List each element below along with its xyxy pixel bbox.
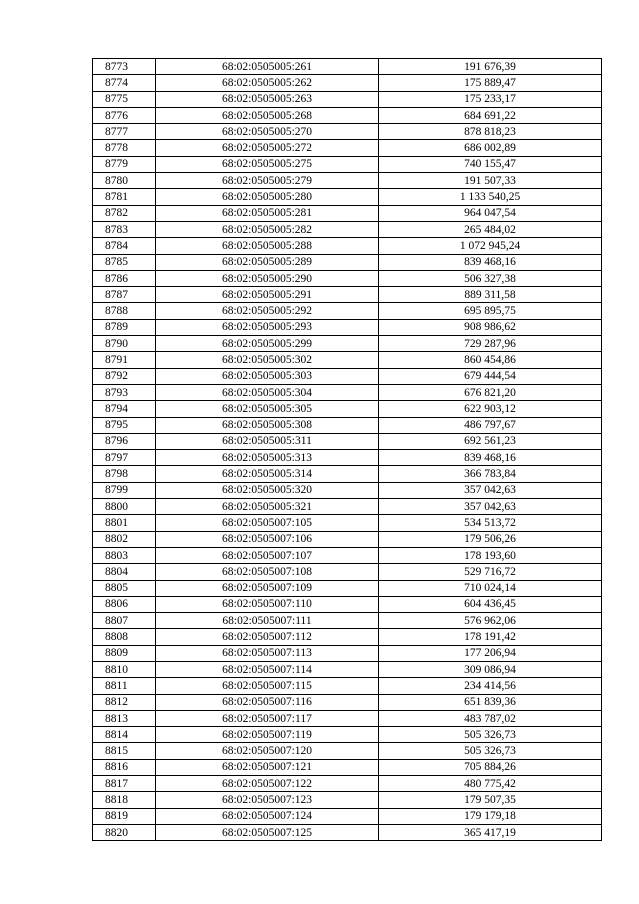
- cadastral-number-cell: 68:02:0505007:120: [156, 743, 379, 759]
- cadastral-number-cell: 68:02:0505007:117: [156, 710, 379, 726]
- cadastral-number-cell: 68:02:0505007:119: [156, 727, 379, 743]
- cadastral-value-cell: 365 417,19: [379, 824, 602, 840]
- row-number-cell: 8792: [93, 368, 156, 384]
- cadastral-value-cell: 177 206,94: [379, 645, 602, 661]
- cadastral-value-cell: 505 326,73: [379, 743, 602, 759]
- row-number-cell: 8800: [93, 499, 156, 515]
- cadastral-value-cell: 729 287,96: [379, 336, 602, 352]
- table-row: [93, 450, 602, 466]
- cadastral-number-cell: 68:02:0505007:112: [156, 629, 379, 645]
- cadastral-number-cell: 68:02:0505007:109: [156, 580, 379, 596]
- row-number-cell: 8806: [93, 596, 156, 612]
- cadastral-value-cell: 529 716,72: [379, 564, 602, 580]
- table-row: [93, 499, 602, 515]
- cadastral-value-cell: 860 454,86: [379, 352, 602, 368]
- cadastral-number-cell: 68:02:0505005:291: [156, 287, 379, 303]
- cadastral-number-cell: 68:02:0505007:124: [156, 808, 379, 824]
- cadastral-value-cell: 265 484,02: [379, 221, 602, 237]
- table-row: [93, 221, 602, 237]
- cadastral-value-cell: 1 133 540,25: [379, 189, 602, 205]
- cadastral-value-cell: 576 962,06: [379, 613, 602, 629]
- row-number-cell: 8797: [93, 450, 156, 466]
- row-number-cell: 8803: [93, 547, 156, 563]
- cadastral-number-cell: 68:02:0505005:279: [156, 173, 379, 189]
- row-number-cell: 8787: [93, 287, 156, 303]
- cadastral-value-cell: 676 821,20: [379, 384, 602, 400]
- cadastral-number-cell: 68:02:0505005:292: [156, 303, 379, 319]
- cadastral-number-cell: 68:02:0505007:114: [156, 661, 379, 677]
- cadastral-value-cell: 839 468,16: [379, 254, 602, 270]
- row-number-cell: 8773: [93, 59, 156, 75]
- cadastral-number-cell: 68:02:0505005:280: [156, 189, 379, 205]
- row-number-cell: 8802: [93, 531, 156, 547]
- table-row: [93, 564, 602, 580]
- table-row: [93, 776, 602, 792]
- cadastral-number-cell: 68:02:0505005:270: [156, 124, 379, 140]
- table-row: [93, 710, 602, 726]
- row-number-cell: 8816: [93, 759, 156, 775]
- cadastral-value-cell: 179 179,18: [379, 808, 602, 824]
- cadastral-number-cell: 68:02:0505007:110: [156, 596, 379, 612]
- table-row: [93, 303, 602, 319]
- table-row: [93, 384, 602, 400]
- cadastral-value-cell: 908 986,62: [379, 319, 602, 335]
- cadastral-number-cell: 68:02:0505005:308: [156, 417, 379, 433]
- row-number-cell: 8774: [93, 75, 156, 91]
- table-row: [93, 694, 602, 710]
- cadastral-number-cell: 68:02:0505007:122: [156, 776, 379, 792]
- cadastral-number-cell: 68:02:0505005:288: [156, 238, 379, 254]
- cadastral-value-cell: 839 468,16: [379, 450, 602, 466]
- table-row: [93, 727, 602, 743]
- row-number-cell: 8786: [93, 270, 156, 286]
- table-row: [93, 759, 602, 775]
- cadastral-value-cell: 695 895,75: [379, 303, 602, 319]
- table-row: [93, 808, 602, 824]
- table-row: [93, 792, 602, 808]
- cadastral-number-cell: 68:02:0505005:321: [156, 499, 379, 515]
- cadastral-value-cell: 878 818,23: [379, 124, 602, 140]
- table-row: [93, 75, 602, 91]
- table-row: [93, 140, 602, 156]
- row-number-cell: 8820: [93, 824, 156, 840]
- row-number-cell: 8775: [93, 91, 156, 107]
- table-row: [93, 254, 602, 270]
- cadastral-value-cell: 740 155,47: [379, 156, 602, 172]
- table-row: [93, 433, 602, 449]
- table-row: [93, 205, 602, 221]
- row-number-cell: 8783: [93, 221, 156, 237]
- row-number-cell: 8814: [93, 727, 156, 743]
- row-number-cell: 8810: [93, 661, 156, 677]
- row-number-cell: 8819: [93, 808, 156, 824]
- cadastral-value-cell: 710 024,14: [379, 580, 602, 596]
- row-number-cell: 8794: [93, 401, 156, 417]
- cadastral-value-cell: 191 507,33: [379, 173, 602, 189]
- row-number-cell: 8809: [93, 645, 156, 661]
- table-row: [93, 336, 602, 352]
- row-number-cell: 8793: [93, 384, 156, 400]
- cadastral-number-cell: 68:02:0505005:263: [156, 91, 379, 107]
- table-row: [93, 824, 602, 840]
- cadastral-number-cell: 68:02:0505007:123: [156, 792, 379, 808]
- table-row: [93, 173, 602, 189]
- cadastral-value-cell: 175 889,47: [379, 75, 602, 91]
- row-number-cell: 8805: [93, 580, 156, 596]
- cadastral-number-cell: 68:02:0505007:106: [156, 531, 379, 547]
- cadastral-number-cell: 68:02:0505005:262: [156, 75, 379, 91]
- cadastral-value-cell: 486 797,67: [379, 417, 602, 433]
- table-row: [93, 547, 602, 563]
- cadastral-value-cell: 684 691,22: [379, 107, 602, 123]
- row-number-cell: 8789: [93, 319, 156, 335]
- row-number-cell: 8818: [93, 792, 156, 808]
- cadastral-number-cell: 68:02:0505005:305: [156, 401, 379, 417]
- table-row: [93, 466, 602, 482]
- row-number-cell: 8801: [93, 515, 156, 531]
- cadastral-number-cell: 68:02:0505007:111: [156, 613, 379, 629]
- row-number-cell: 8813: [93, 710, 156, 726]
- row-number-cell: 8780: [93, 173, 156, 189]
- row-number-cell: 8808: [93, 629, 156, 645]
- cadastral-number-cell: 68:02:0505007:125: [156, 824, 379, 840]
- row-number-cell: 8778: [93, 140, 156, 156]
- cadastral-number-cell: 68:02:0505005:281: [156, 205, 379, 221]
- cadastral-value-cell: 964 047,54: [379, 205, 602, 221]
- row-number-cell: 8785: [93, 254, 156, 270]
- row-number-cell: 8784: [93, 238, 156, 254]
- row-number-cell: 8817: [93, 776, 156, 792]
- cadastral-number-cell: 68:02:0505007:105: [156, 515, 379, 531]
- cadastral-number-cell: 68:02:0505005:302: [156, 352, 379, 368]
- table-row: [93, 580, 602, 596]
- row-number-cell: 8815: [93, 743, 156, 759]
- cadastral-number-cell: 68:02:0505005:272: [156, 140, 379, 156]
- cadastral-number-cell: 68:02:0505005:282: [156, 221, 379, 237]
- cadastral-value-cell: 505 326,73: [379, 727, 602, 743]
- row-number-cell: 8795: [93, 417, 156, 433]
- table-row: [93, 238, 602, 254]
- cadastral-number-cell: 68:02:0505005:290: [156, 270, 379, 286]
- table-row: [93, 59, 602, 75]
- cadastral-value-cell: 234 414,56: [379, 678, 602, 694]
- table-row: [93, 613, 602, 629]
- cadastral-value-cell: 179 507,35: [379, 792, 602, 808]
- row-number-cell: 8790: [93, 336, 156, 352]
- cadastral-value-cell: 506 327,38: [379, 270, 602, 286]
- row-number-cell: 8788: [93, 303, 156, 319]
- table-row: [93, 417, 602, 433]
- cadastral-number-cell: 68:02:0505005:299: [156, 336, 379, 352]
- row-number-cell: 8804: [93, 564, 156, 580]
- cadastral-value-cell: 480 775,42: [379, 776, 602, 792]
- table-row: [93, 156, 602, 172]
- table-row: [93, 531, 602, 547]
- table-row: [93, 189, 602, 205]
- cadastral-value-cell: 366 783,84: [379, 466, 602, 482]
- cadastral-value-cell: 175 233,17: [379, 91, 602, 107]
- row-number-cell: 8799: [93, 482, 156, 498]
- cadastral-number-cell: 68:02:0505007:113: [156, 645, 379, 661]
- row-number-cell: 8812: [93, 694, 156, 710]
- cadastral-value-cell: 651 839,36: [379, 694, 602, 710]
- cadastral-value-cell: 191 676,39: [379, 59, 602, 75]
- cadastral-value-cell: 178 193,60: [379, 547, 602, 563]
- cadastral-number-cell: 68:02:0505005:311: [156, 433, 379, 449]
- table-row: [93, 645, 602, 661]
- table-row: [93, 678, 602, 694]
- row-number-cell: 8807: [93, 613, 156, 629]
- table-row: [93, 401, 602, 417]
- cadastral-number-cell: 68:02:0505007:116: [156, 694, 379, 710]
- cadastral-number-cell: 68:02:0505005:320: [156, 482, 379, 498]
- table-row: [93, 482, 602, 498]
- table-row: [93, 661, 602, 677]
- cadastral-value-cell: 357 042,63: [379, 482, 602, 498]
- table-row: [93, 124, 602, 140]
- cadastral-value-cell: 1 072 945,24: [379, 238, 602, 254]
- cadastral-value-cell: 357 042,63: [379, 499, 602, 515]
- table-row: [93, 107, 602, 123]
- row-number-cell: 8811: [93, 678, 156, 694]
- cadastral-value-cell: 622 903,12: [379, 401, 602, 417]
- cadastral-number-cell: 68:02:0505007:115: [156, 678, 379, 694]
- cadastral-number-cell: 68:02:0505005:303: [156, 368, 379, 384]
- cadastral-number-cell: 68:02:0505007:107: [156, 547, 379, 563]
- row-number-cell: 8777: [93, 124, 156, 140]
- cadastral-value-table: [92, 58, 602, 841]
- cadastral-number-cell: 68:02:0505005:293: [156, 319, 379, 335]
- row-number-cell: 8791: [93, 352, 156, 368]
- table-row: [93, 287, 602, 303]
- cadastral-number-cell: 68:02:0505005:304: [156, 384, 379, 400]
- row-number-cell: 8781: [93, 189, 156, 205]
- cadastral-value-cell: 309 086,94: [379, 661, 602, 677]
- cadastral-number-cell: 68:02:0505005:275: [156, 156, 379, 172]
- table-row: [93, 91, 602, 107]
- table-row: [93, 368, 602, 384]
- cadastral-value-cell: 692 561,23: [379, 433, 602, 449]
- table-row: [93, 515, 602, 531]
- table-row: [93, 743, 602, 759]
- cadastral-value-cell: 534 513,72: [379, 515, 602, 531]
- row-number-cell: 8776: [93, 107, 156, 123]
- cadastral-number-cell: 68:02:0505007:108: [156, 564, 379, 580]
- table-row: [93, 596, 602, 612]
- cadastral-number-cell: 68:02:0505005:313: [156, 450, 379, 466]
- cadastral-value-cell: 483 787,02: [379, 710, 602, 726]
- cadastral-number-cell: 68:02:0505005:314: [156, 466, 379, 482]
- row-number-cell: 8796: [93, 433, 156, 449]
- table-row: [93, 319, 602, 335]
- cadastral-number-cell: 68:02:0505005:289: [156, 254, 379, 270]
- row-number-cell: 8782: [93, 205, 156, 221]
- cadastral-number-cell: 68:02:0505005:261: [156, 59, 379, 75]
- cadastral-value-cell: 889 311,58: [379, 287, 602, 303]
- cadastral-number-cell: 68:02:0505005:268: [156, 107, 379, 123]
- table-row: [93, 270, 602, 286]
- table-row: [93, 352, 602, 368]
- cadastral-value-cell: 686 002,89: [379, 140, 602, 156]
- cadastral-value-cell: 679 444,54: [379, 368, 602, 384]
- table-row: [93, 629, 602, 645]
- row-number-cell: 8779: [93, 156, 156, 172]
- cadastral-value-cell: 604 436,45: [379, 596, 602, 612]
- row-number-cell: 8798: [93, 466, 156, 482]
- cadastral-value-cell: 178 191,42: [379, 629, 602, 645]
- cadastral-value-cell: 705 884,26: [379, 759, 602, 775]
- cadastral-value-cell: 179 506,26: [379, 531, 602, 547]
- table-body: [93, 59, 602, 841]
- cadastral-number-cell: 68:02:0505007:121: [156, 759, 379, 775]
